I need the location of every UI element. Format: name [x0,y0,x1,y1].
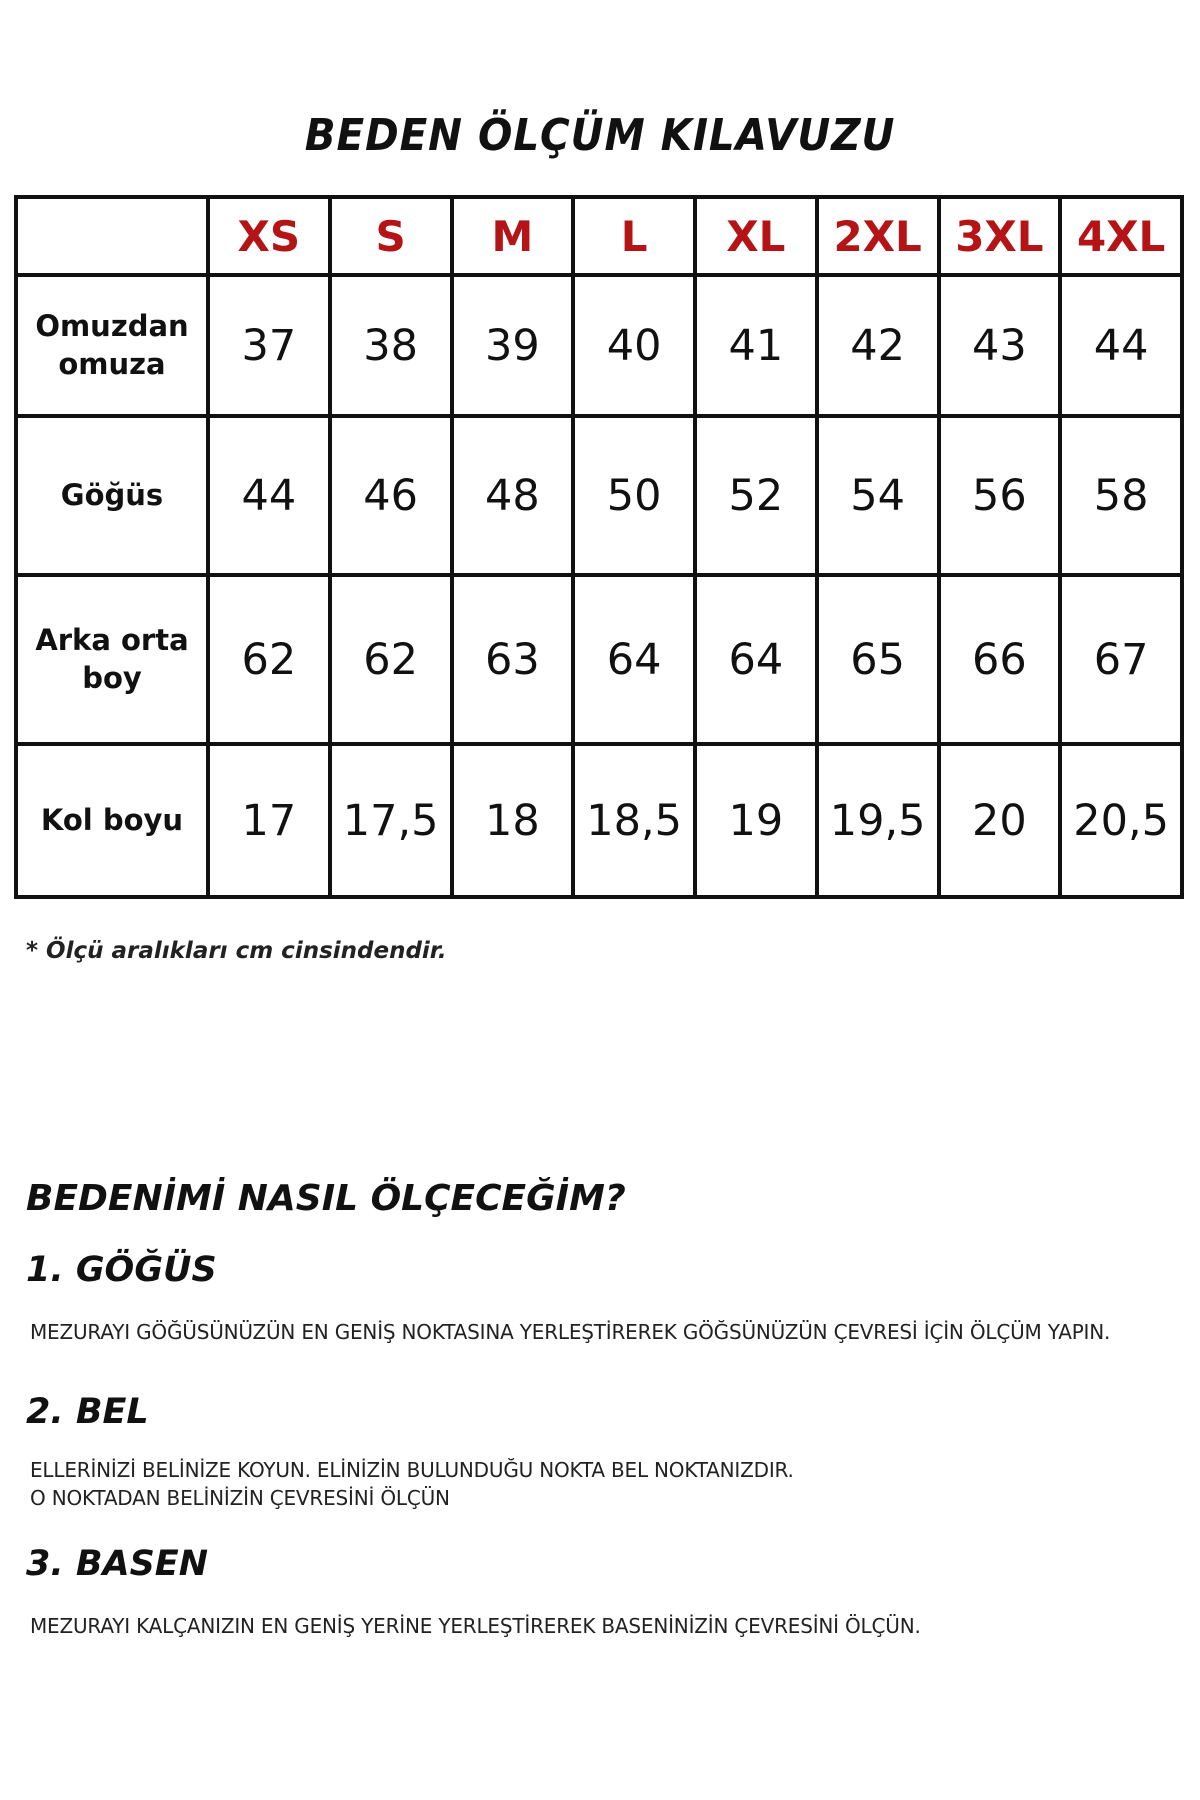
section-title-waist: 2. BEL [26,1392,149,1432]
table-cell: 54 [817,416,939,575]
section-text-hip [30,1612,921,1640]
section-line: O NOKTADAN BELİNİZİN ÇEVRESİNİ ÖLÇÜN [30,1486,450,1510]
row-label: Göğüs [16,416,208,575]
section-line: MEZURAYI GÖĞÜSÜNÜZÜN EN GENİŞ NOKTASINA YERLEŞTİREREK GÖĞSÜNÜZÜN ÇEVRESİ İÇİN ÖLÇÜM YAPIN. [30,1320,1111,1344]
section-text-waist [30,1456,794,1512]
table-cell: 39 [452,275,574,416]
section-line: MEZURAYI KALÇANIZIN EN GENİŞ YERİNE YERLEŞTİREREK BASENİNİZİN ÇEVRESİNİ ÖLÇÜN. [30,1614,921,1638]
table-cell: 64 [573,575,695,744]
table-cell: 65 [817,575,939,744]
section-text-chest [30,1318,1110,1346]
table-cell: 20,5 [1060,744,1182,897]
table-corner-cell [16,197,208,275]
table-row [16,575,1182,744]
table-cell: 66 [939,575,1061,744]
table-row [16,416,1182,575]
table-cell: 44 [208,416,330,575]
table-cell: 40 [573,275,695,416]
table-header-row [16,197,1182,275]
size-header-m: M [452,197,574,275]
table-cell: 37 [208,275,330,416]
size-header-l: L [573,197,695,275]
size-header-3xl: 3XL [939,197,1061,275]
table-cell: 18,5 [573,744,695,897]
unit-note: * Ölçü aralıkları cm cinsindendir. [26,938,447,964]
table-cell: 62 [208,575,330,744]
table-cell: 67 [1060,575,1182,744]
table-cell: 38 [330,275,452,416]
table-cell: 62 [330,575,452,744]
table-cell: 42 [817,275,939,416]
table-cell: 19 [695,744,817,897]
section-title-hip: 3. BASEN [26,1544,209,1584]
table-cell: 17,5 [330,744,452,897]
table-cell: 52 [695,416,817,575]
row-label: Arka orta boy [16,575,208,744]
size-header-2xl: 2XL [817,197,939,275]
table-cell: 56 [939,416,1061,575]
table-cell: 48 [452,416,574,575]
size-chart-table [14,195,1184,899]
table-cell: 58 [1060,416,1182,575]
size-header-xs: XS [208,197,330,275]
table-cell: 64 [695,575,817,744]
table-cell: 20 [939,744,1061,897]
section-line: ELLERİNİZİ BELİNİZE KOYUN. ELİNİZİN BULUNDUĞU NOKTA BEL NOKTANIZDIR. [30,1458,794,1482]
table-row [16,275,1182,416]
table-row [16,744,1182,897]
how-to-measure-heading: BEDENİMİ NASIL ÖLÇECEĞİM? [26,1178,626,1219]
table-cell: 63 [452,575,574,744]
table-cell: 44 [1060,275,1182,416]
table-cell: 17 [208,744,330,897]
size-header-s: S [330,197,452,275]
size-header-xl: XL [695,197,817,275]
table-cell: 46 [330,416,452,575]
size-header-4xl: 4XL [1060,197,1182,275]
row-label: Kol boyu [16,744,208,897]
page-title: BEDEN ÖLÇÜM KILAVUZU [304,110,896,161]
table-cell: 43 [939,275,1061,416]
table-cell: 19,5 [817,744,939,897]
table-cell: 50 [573,416,695,575]
table-cell: 18 [452,744,574,897]
section-title-chest: 1. GÖĞÜS [26,1250,217,1290]
table-cell: 41 [695,275,817,416]
row-label: Omuzdan omuza [16,275,208,416]
